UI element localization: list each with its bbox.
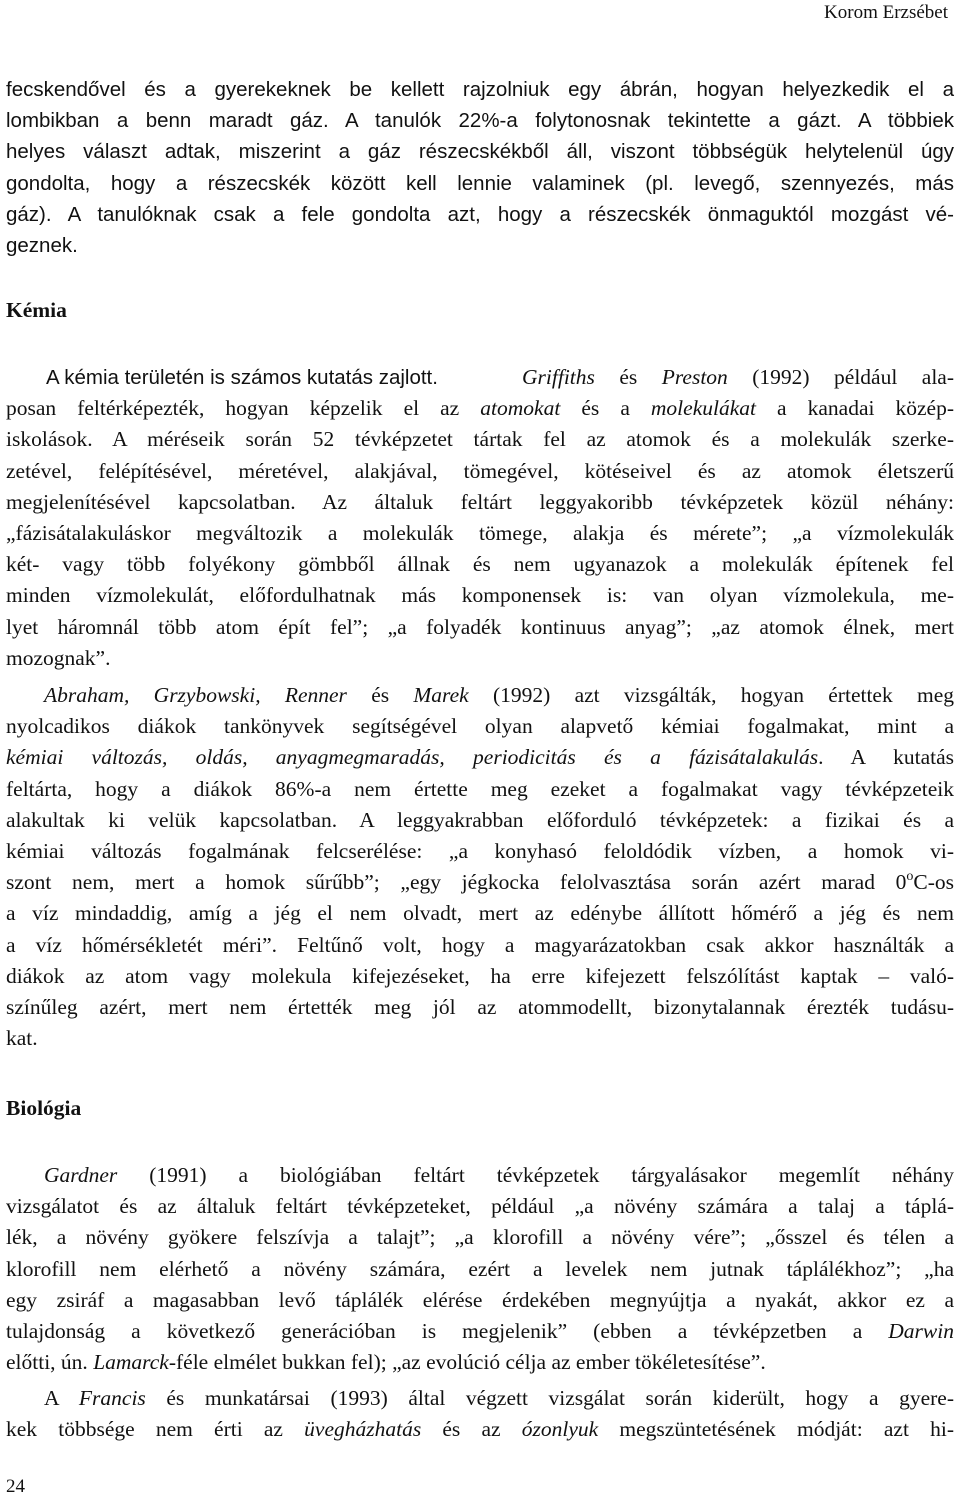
text-line: gáz). A tanulóknak csak a fele gondolta azt, hogy a részecskék önmaguktól mozgást vé- bbox=[6, 202, 954, 226]
author-name: Darwin bbox=[888, 1319, 954, 1344]
text-line: helyes választ adtak, miszerint a gáz részecskékből áll, viszont többségük helytelenül úgy bbox=[6, 140, 954, 164]
text-line: lombikban a benn maradt gáz. A tanulók 22%-a folytonosnak tekintette a gázt. A többiek bbox=[6, 109, 954, 133]
text-line: Gardner (1991) a biológiában feltárt tévképzetek tárgyalásakor megemlít néhány bbox=[44, 1163, 954, 1187]
text-line: lyet háromnál több atom épít fel”; „a folyadék kontinuus anyag”; „az atomok élnek, mert bbox=[6, 614, 954, 639]
text-line: lék, a növény gyökere felszívja a talajt”; „a klorofill a növény vére”; „ősszel és télen a bbox=[6, 1225, 954, 1250]
text-line: feltárta, hogy a diákok 86%-a nem értette meg ezeket a fogalmakat vagy tévképzeteik bbox=[6, 776, 954, 801]
running-header-author: Korom Erzsébet bbox=[824, 2, 948, 23]
text-line: kémiai változás, oldás, anyagmegmaradás, periodicitás és a fázisátalakulás. A kutatás bbox=[6, 745, 954, 770]
text-line: alakultak ki velük kapcsolatban. A leggyakrabban előforduló tévképzetek: a fizikai és a bbox=[6, 807, 954, 832]
section-heading-biologia: Biológia bbox=[6, 1096, 82, 1120]
section-heading-kemia: Kémia bbox=[6, 298, 67, 322]
text-line: gondolta, hogy a részecskék között kell lennie valaminek (pl. levegő, szennyezés, más bbox=[6, 171, 954, 195]
author-name: Lamarck bbox=[93, 1350, 169, 1375]
text-line: kat. bbox=[6, 1026, 38, 1051]
text-line: kek többsége nem érti az üvegházhatás és az ózonlyuk megszüntetésének módját: azt hi- bbox=[6, 1417, 954, 1442]
text-line: kémiai változás fogalmának felcserélése: „a konyhasó feloldódik vízben, a homok vi- bbox=[6, 839, 954, 864]
text-line: megjelenítésével kapcsolatban. Az általuk feltárt leggyakoribb tévképzetek közül néhány: bbox=[6, 489, 954, 514]
text-line: fecskendővel és a gyerekeknek be kellett rajzolniuk egy ábrán, hogyan helyezkedik el a bbox=[6, 78, 954, 101]
biologia-paragraph-1 bbox=[6, 1160, 954, 1378]
text-line: iskolások. A méréseik során 52 tévképzetet tártak fel az atomok és a molekulák szerke- bbox=[6, 427, 954, 452]
degree-superscript: o bbox=[906, 869, 914, 885]
author-name: Francis bbox=[78, 1386, 146, 1410]
text-line: a víz hőmérsékletét méri”. Feltűnő volt, hogy a magyarázatokban csak akkor használták a bbox=[6, 932, 954, 957]
text-line: két- vagy több folyékony gömbből állnak és nem ugyanazok a molekulák építenek fel bbox=[6, 552, 954, 577]
text-line: posan feltérképezték, hogyan képzelik el az atomokat és a molekulákat a kanadai közép- bbox=[6, 396, 955, 421]
text-line: egy zsiráf a magasabban levő táplálék elérése érdekében megnyújtja a nyakát, akkor ez a bbox=[6, 1287, 954, 1312]
kemia-intro: A kémia területén is számos kutatás zajlott. bbox=[46, 366, 438, 389]
author-name: Preston bbox=[661, 365, 728, 389]
text-line: a víz mindaddig, amíg a jég el nem olvadt, mert az edénybe állított hőmérő a jég és nem bbox=[6, 901, 954, 926]
text-line: diákok az atom vagy molekula kifejezéseket, ha erre kifejezett felszólítást kaptak – való- bbox=[6, 963, 954, 988]
author-name: Marek bbox=[413, 683, 469, 707]
text-line: tulajdonság a következő generációban is megjelenik” (ebben a tévképzetben a Darwin bbox=[6, 1319, 954, 1344]
biologia-paragraph-2 bbox=[6, 1383, 954, 1445]
text-line: Griffiths és Preston (1992) például ala- bbox=[522, 365, 954, 389]
kemia-paragraph-2 bbox=[6, 680, 954, 1054]
author-name: Abraham, Grzybowski, Renner bbox=[44, 683, 347, 707]
page-number: 24 bbox=[6, 1476, 25, 1497]
text-line: színűleg azért, mert nem értették meg jól az atommodellt, bizonytalannak érezték tudásu- bbox=[6, 995, 954, 1020]
physics-paragraph bbox=[6, 74, 954, 261]
text-line: klorofill nem elérhető a növény számára, ezért a levelek nem jutnak táplálékhoz”; „ha bbox=[6, 1256, 954, 1281]
text-line: „fázisátalakuláskor megváltozik a molekulák tömege, alakja és mérete”; „a vízmolekulák bbox=[6, 521, 954, 546]
text-line: A Francis és munkatársai (1993) által végzett vizsgálat során kiderült, hogy a gyere- bbox=[44, 1386, 954, 1410]
text-line: előtti, ún. Lamarck-féle elmélet bukkan fel); „az evolúció célja az ember tökéletesítése”. bbox=[6, 1350, 766, 1375]
text-line: vizsgálatot és az általuk feltárt tévképzeteket, például „a növény számára a talaj a táplá- bbox=[6, 1194, 954, 1219]
text-line: geznek. bbox=[6, 234, 78, 258]
kemia-paragraph-1 bbox=[6, 362, 954, 674]
author-name: Gardner bbox=[44, 1163, 118, 1187]
text-line: szont nem, mert a homok sűrűbb”; „egy jégkocka felolvasztása során azért marad 0$^o$C-os bbox=[6, 869, 954, 895]
text-line: nyolcadikos diákok tankönyvek segítségével olyan alapvető kémiai fogalmakat, mint a bbox=[6, 714, 954, 739]
text-line: mozognak”. bbox=[6, 645, 111, 670]
author-name: Griffiths bbox=[522, 365, 595, 389]
text-line: zetével, felépítésével, méretével, alakjával, tömegével, kötéseivel és az atomok életszerű bbox=[6, 458, 954, 483]
text-line: Abraham, Grzybowski, Renner és Marek (1992) azt vizsgálták, hogyan értettek meg bbox=[44, 683, 955, 707]
text-line: minden vízmolekulát, előfordulhatnak más komponensek is: van olyan vízmolekula, me- bbox=[6, 583, 954, 608]
